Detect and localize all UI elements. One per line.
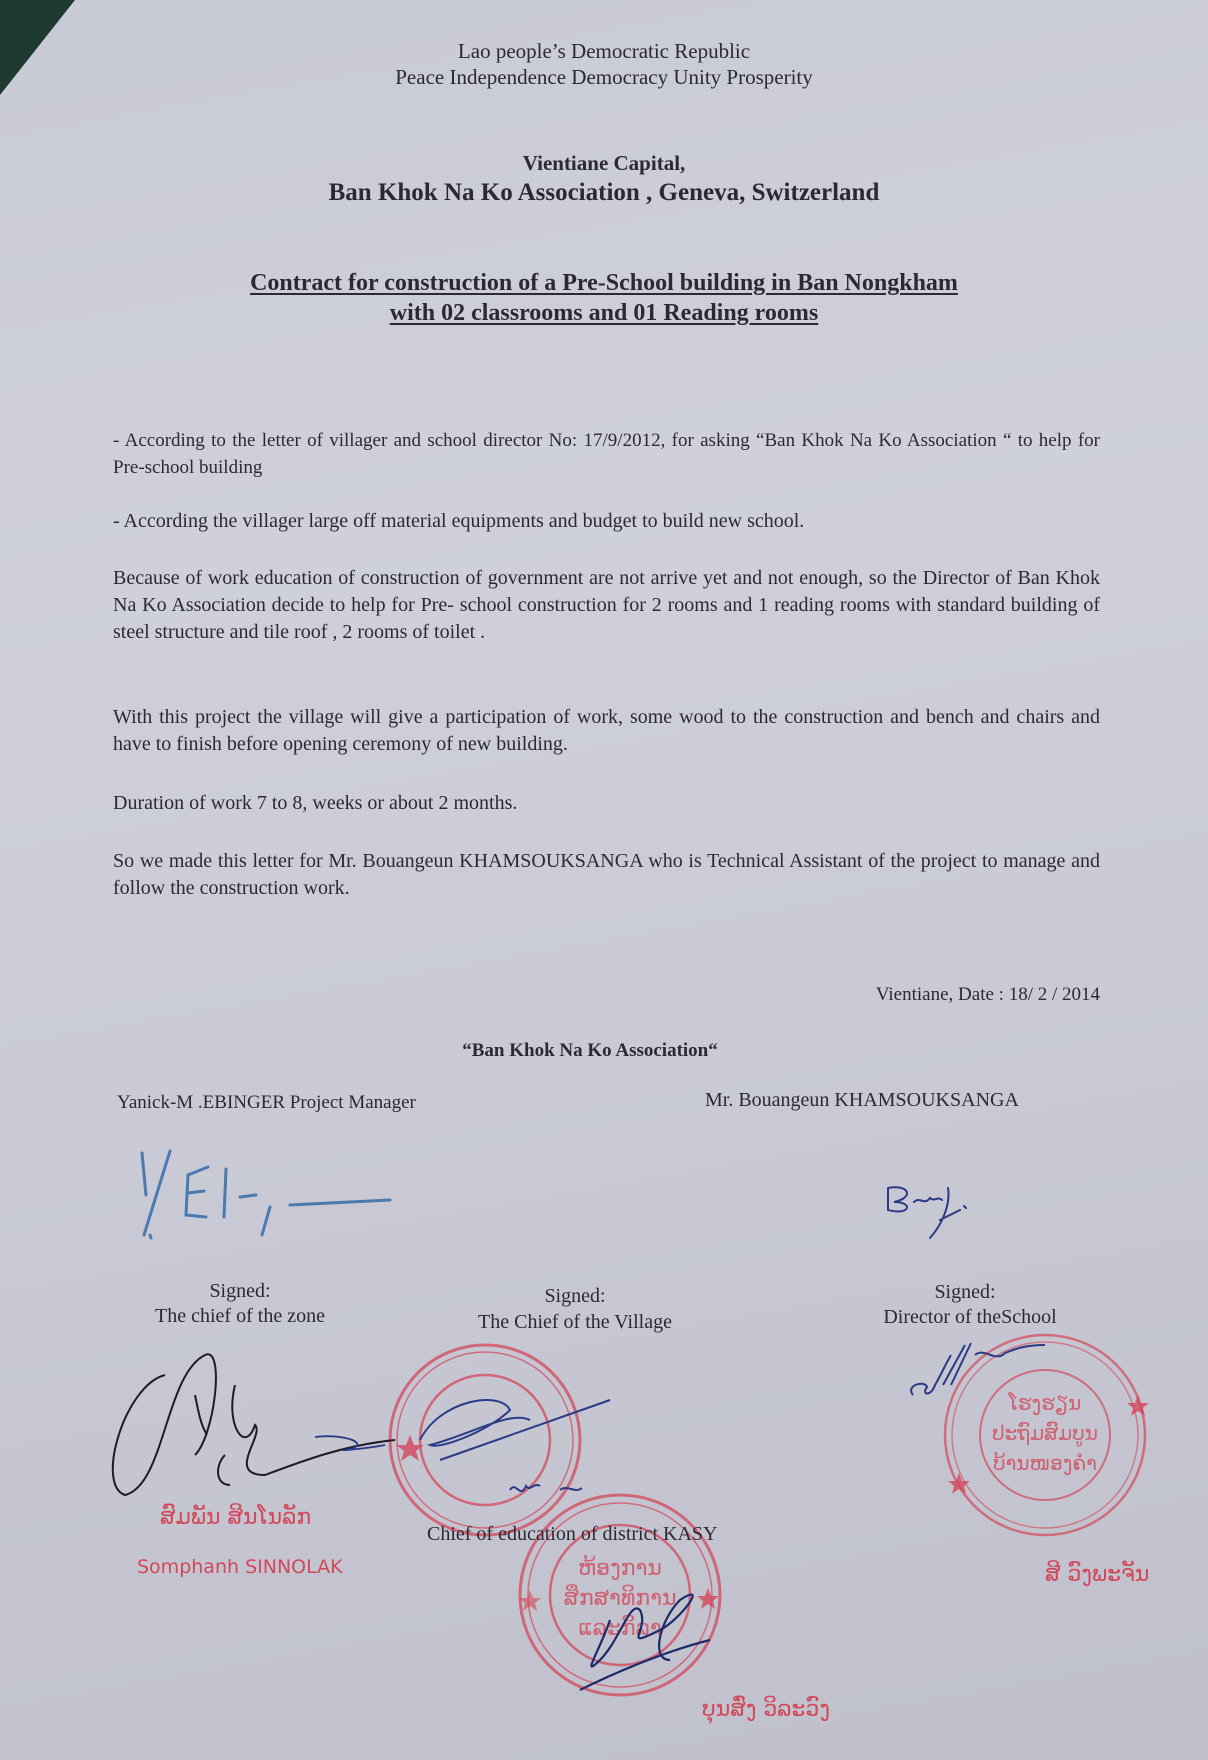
svg-text:ບ້ານໜອງຄໍາ: ບ້ານໜອງຄໍາ [993, 1451, 1097, 1475]
paragraph-3-text: Duration of work 7 to 8, weeks or about 2 months. [113, 792, 518, 814]
paragraph-1 [113, 565, 1100, 646]
city-line: Vientiane Capital, [522, 151, 686, 175]
contract-title-line2: with 02 classrooms and 01 Reading rooms [389, 300, 819, 326]
school-director-name-lao: ສີ ວົງພະຈັນ [1045, 1562, 1150, 1587]
education-role-label: Chief of education of district KASY [427, 1523, 718, 1545]
signature-zone-chief [105, 1335, 395, 1505]
bullet-2-text: - According the villager large off material equipments and budget to build new school. [113, 510, 805, 532]
paragraph-2 [113, 704, 1100, 758]
signatory-right-name: Mr. Bouangeun KHAMSOUKSANGA [705, 1089, 1019, 1111]
education-chief-name-lao: ບຸນສົ່ງ ວິລະວົງ [702, 1697, 830, 1722]
svg-text:ປະຖົມສົມບູນ: ປະຖົມສົມບູນ [992, 1421, 1098, 1445]
svg-text:ແລະກິລາ: ແລະກິລາ [578, 1616, 662, 1641]
paragraph-4 [113, 848, 1100, 902]
school-signed-label: Signed: [934, 1281, 996, 1303]
date-line: Vientiane, Date : 18/ 2 / 2014 [875, 984, 1100, 1005]
signature-bouangeun [880, 1180, 980, 1250]
signatory-left-name: Yanick-M .EBINGER Project Manager [117, 1092, 416, 1113]
village-role-label: The Chief of the Village [478, 1311, 672, 1333]
country-line: Lao people’s Democratic Republic [457, 39, 751, 63]
contract-title-line1: Contract for construction of a Pre-School building in Ban Nongkham [250, 270, 958, 296]
zone-chief-name-lao: ສົມພັນ ສິນໂນລັກ [160, 1505, 312, 1530]
bullet-1 [113, 427, 1100, 481]
organization-line: Ban Khok Na Ko Association , Geneva, Switzerland [328, 179, 880, 206]
education-stamp [510, 1490, 730, 1700]
zone-signed-label: Signed: [209, 1280, 271, 1302]
svg-text:ໂຮງຮຽນ: ໂຮງຮຽນ [1008, 1391, 1082, 1415]
paragraph-3 [113, 790, 1100, 817]
svg-text:ສຶກສາທິການ: ສຶກສາທິການ [563, 1586, 677, 1611]
association-name: “Ban Khok Na Ko Association“ [462, 1040, 718, 1061]
school-role-label: Director of theSchool [883, 1306, 1057, 1328]
motto-line: Peace Independence Democracy Unity Prosperity [395, 65, 813, 89]
paragraph-2-text: With this project the village will give a participation of work, some wood to the construction and bench and chairs and have to finish before opening ceremony of new building. [113, 706, 1100, 755]
signature-ebinger [130, 1145, 410, 1245]
zone-chief-name-latin: Somphanh SINNOLAK [137, 1556, 343, 1578]
school-stamp [915, 1325, 1185, 1545]
bullet-1-text: - According to the letter of villager and school director No: 17/9/2012, for asking “Ban Khok Na Ko Association “ to help for Pre-school building [113, 430, 1100, 478]
svg-text:ຫ້ອງການ: ຫ້ອງການ [578, 1556, 662, 1581]
village-signed-label: Signed: [544, 1285, 606, 1307]
zone-role-label: The chief of the zone [155, 1305, 325, 1327]
bullet-2 [113, 508, 1100, 535]
paragraph-1-text: Because of work education of construction of government are not arrive yet and not enough, so the Director of Ban Khok Na Ko Association decide to help for Pre- school construction for 2 rooms and 1 reading rooms with standard building of steel structure and tile roof , 2 rooms of toilet . [113, 567, 1100, 643]
paragraph-4-text: So we made this letter for Mr. Bouangeun KHAMSOUKSANGA who is Technical Assistant of the project to manage and follow the construction work. [113, 850, 1100, 899]
